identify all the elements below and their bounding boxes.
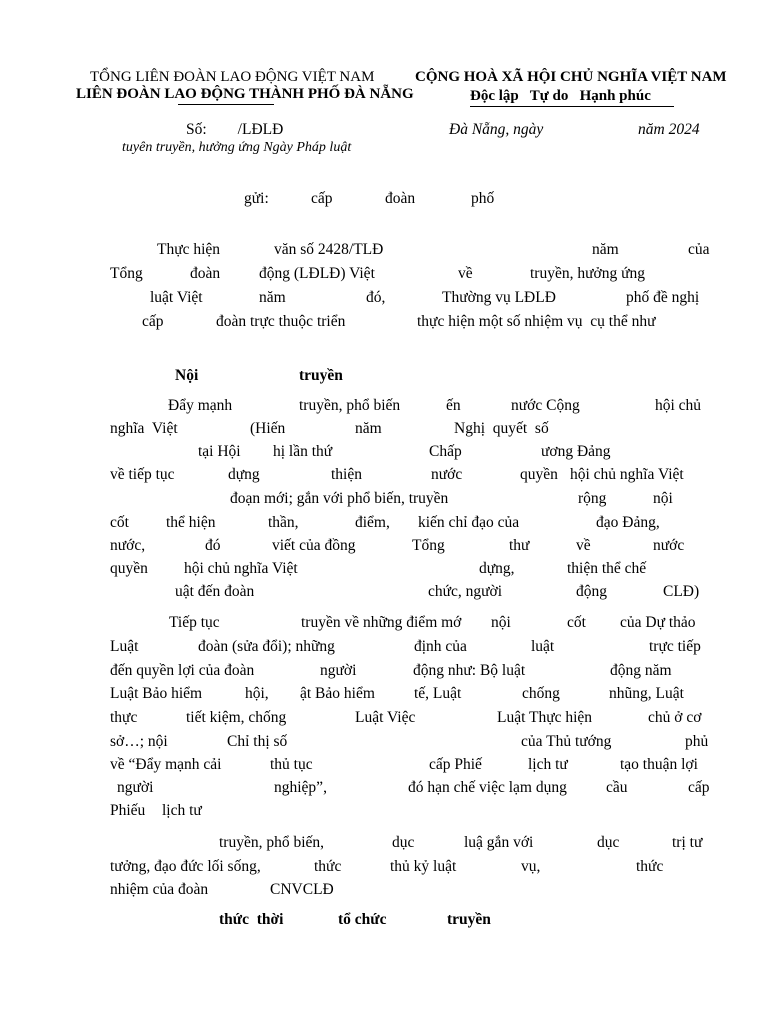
text-fragment: tế, Luật	[414, 685, 462, 702]
recipient-word: đoàn	[385, 190, 416, 207]
text-fragment: tại Hội	[198, 443, 241, 460]
text-fragment: người	[117, 779, 154, 796]
recipient-word: phố	[471, 190, 495, 207]
text-fragment: hội,	[245, 685, 269, 702]
text-fragment: về “Đẩy mạnh cải	[110, 756, 222, 773]
text-fragment: lịch tư	[162, 802, 202, 819]
text-fragment: ương Đảng	[541, 443, 611, 460]
text-fragment: đoàn	[190, 265, 221, 282]
text-fragment: trực tiếp	[649, 638, 701, 655]
text-fragment: dựng,	[479, 560, 515, 577]
text-fragment: Tổng	[110, 265, 143, 282]
text-fragment: điểm,	[355, 514, 390, 531]
text-fragment: sở…; nội	[110, 733, 168, 750]
section-heading: truyền	[447, 911, 491, 928]
text-fragment: thức	[314, 858, 342, 875]
text-fragment: đến quyền lợi của đoàn	[110, 662, 255, 679]
text-fragment: cấp Phiế	[429, 756, 482, 773]
text-fragment: kiến chỉ đạo của	[418, 514, 520, 531]
text-fragment: lịch tư	[528, 756, 568, 773]
text-fragment: năm	[259, 289, 286, 306]
text-fragment: thần,	[268, 514, 299, 531]
org-underline	[178, 104, 274, 105]
text-fragment: người	[320, 662, 357, 679]
text-fragment: Chấp	[429, 443, 462, 460]
text-fragment: nước	[431, 466, 463, 483]
text-fragment: thực hiện một số nhiệm vụ cụ thể như	[417, 313, 656, 330]
text-fragment: của Thủ tướng	[521, 733, 612, 750]
text-fragment: văn số 2428/TLĐ	[274, 241, 384, 258]
text-fragment: thể hiện	[166, 514, 216, 531]
text-fragment: động	[576, 583, 607, 600]
text-fragment: dục	[597, 834, 620, 851]
text-fragment: vụ,	[521, 858, 541, 875]
text-fragment: thiện thể chế	[567, 560, 647, 577]
text-fragment: nhũng, Luật	[609, 685, 684, 702]
national-motto: Độc lập Tự do Hạnh phúc	[470, 88, 651, 104]
date-year: năm 2024	[638, 121, 700, 138]
place-date: Đà Nẵng, ngày	[449, 121, 544, 138]
text-fragment: CNVCLĐ	[270, 881, 334, 898]
text-fragment: CLĐ)	[663, 583, 700, 600]
text-fragment: Luật	[110, 638, 139, 655]
text-fragment: tiết kiệm, chống	[186, 709, 287, 726]
org-parent-name: TỔNG LIÊN ĐOÀN LAO ĐỘNG VIỆT NAM	[90, 69, 375, 85]
text-fragment: truyền, hưởng ứng	[530, 265, 645, 282]
text-fragment: nghiệp”,	[274, 779, 327, 796]
text-fragment: năm	[355, 420, 382, 437]
text-fragment: cốt	[110, 514, 129, 531]
text-fragment: về	[576, 537, 591, 554]
text-fragment: đoàn (sửa đổi); những	[198, 638, 335, 655]
text-fragment: truyền, phổ biến	[299, 397, 401, 414]
text-fragment: (Hiến	[250, 420, 286, 437]
text-fragment: đạo Đảng,	[596, 514, 660, 531]
motto-underline	[470, 106, 674, 107]
text-fragment: nội	[491, 614, 511, 631]
section-heading: truyền	[299, 367, 343, 384]
text-fragment: thiện	[331, 466, 362, 483]
text-fragment: cấp	[142, 313, 164, 330]
text-fragment: đó,	[366, 289, 386, 306]
text-fragment: luật	[531, 638, 555, 655]
text-fragment: trị tư	[672, 834, 703, 851]
text-fragment: dựng	[228, 466, 260, 483]
text-fragment: Tiếp tục	[169, 614, 220, 631]
text-fragment: đoàn trực thuộc triển	[216, 313, 346, 330]
text-fragment: động năm	[610, 662, 672, 679]
text-fragment: nội	[653, 490, 673, 507]
text-fragment: hội chủ nghĩa Việt	[570, 466, 684, 483]
text-fragment: định của	[414, 638, 467, 655]
text-fragment: tạo thuận lợi	[620, 756, 698, 773]
text-fragment: thủ kỷ luật	[390, 858, 457, 875]
text-fragment: Chỉ thị số	[227, 733, 288, 750]
text-fragment: ến	[446, 397, 461, 414]
text-fragment: nước Cộng	[511, 397, 580, 414]
text-fragment: nước,	[110, 537, 146, 554]
section-heading: Nội	[175, 367, 199, 384]
section-heading: thức thời	[219, 911, 284, 928]
text-fragment: của Dự thảo	[620, 614, 696, 631]
text-fragment: hội chủ nghĩa Việt	[184, 560, 298, 577]
text-fragment: Thường vụ LĐLĐ	[442, 289, 556, 306]
text-fragment: chức, người	[428, 583, 503, 600]
text-fragment: Luật Bảo hiểm	[110, 685, 203, 702]
text-fragment: uật đến đoàn	[175, 583, 255, 600]
text-fragment: nghĩa Việt	[110, 420, 178, 437]
text-fragment: cầu	[606, 779, 628, 796]
text-fragment: chống	[522, 685, 560, 702]
text-fragment: dục	[392, 834, 415, 851]
text-fragment: năm	[592, 241, 619, 258]
text-fragment: quyền	[520, 466, 558, 483]
text-fragment: thủ tục	[270, 756, 313, 773]
text-fragment: đó	[205, 537, 221, 554]
doc-number: Số: /LĐLĐ	[186, 121, 284, 138]
text-fragment: nhiệm của đoàn	[110, 881, 209, 898]
text-fragment: cấp	[688, 779, 710, 796]
text-fragment: Nghị quyết số	[454, 420, 549, 437]
text-fragment: Phiếu	[110, 802, 146, 819]
recipient-word: gửi:	[244, 190, 269, 207]
text-fragment: đó hạn chế việc lạm dụng	[408, 779, 567, 796]
text-fragment: Tổng	[412, 537, 445, 554]
text-fragment: chủ ở cơ	[648, 709, 702, 726]
text-fragment: viết của đồng	[272, 537, 356, 554]
text-fragment: của	[688, 241, 710, 258]
text-fragment: tưởng, đạo đức lối sống,	[110, 858, 261, 875]
text-fragment: rộng	[578, 490, 607, 507]
org-name: LIÊN ĐOÀN LAO ĐỘNG THÀNH PHỐ ĐÀ NẴNG	[76, 86, 414, 102]
text-fragment: phủ	[685, 733, 709, 750]
text-fragment: quyền	[110, 560, 148, 577]
text-fragment: truyền về những điểm mớ	[301, 614, 462, 631]
section-heading: tổ chức	[338, 911, 387, 928]
text-fragment: truyền, phổ biến,	[219, 834, 325, 851]
text-fragment: phố đề nghị	[626, 289, 700, 306]
text-fragment: thực	[110, 709, 138, 726]
text-fragment: cốt	[567, 614, 586, 631]
text-fragment: thư	[509, 537, 530, 554]
text-fragment: Luật Thực hiện	[497, 709, 593, 726]
text-fragment: Thực hiện	[157, 241, 221, 258]
national-title: CỘNG HOÀ XÃ HỘI CHỦ NGHĨA VIỆT NAM	[415, 69, 727, 85]
doc-subject: tuyên truyền, hưởng ứng Ngày Pháp luật	[122, 140, 352, 155]
text-fragment: luậ gắn với	[464, 834, 534, 851]
recipient-word: cấp	[311, 190, 333, 207]
text-fragment: Đẩy mạnh	[168, 397, 233, 414]
text-fragment: nước	[653, 537, 685, 554]
text-fragment: Luật Việc	[355, 709, 416, 726]
text-fragment: luật Việt	[150, 289, 203, 306]
text-fragment: động (LĐLĐ) Việt	[259, 265, 375, 282]
text-fragment: thức	[636, 858, 664, 875]
text-fragment: hị lần thứ	[273, 443, 333, 460]
text-fragment: động như: Bộ luật	[413, 662, 526, 679]
text-fragment: hội chủ	[655, 397, 702, 414]
text-fragment: đoạn mới; gắn với phổ biến, truyền	[230, 490, 449, 507]
text-fragment: về tiếp tục	[110, 466, 175, 483]
text-fragment: ật Bảo hiểm	[300, 685, 375, 702]
text-fragment: về	[458, 265, 473, 282]
